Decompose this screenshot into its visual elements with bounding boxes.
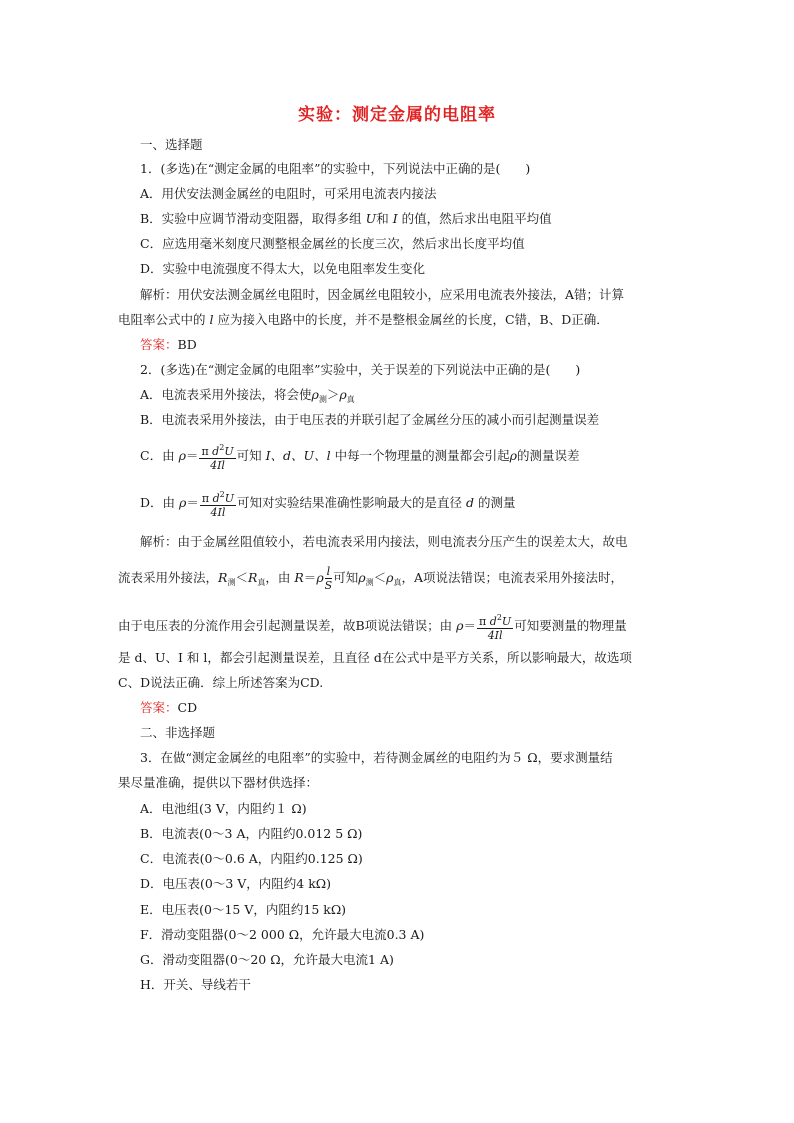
question-3-stem-line-1: 3．在做“测定金属丝的电阻率”的实验中，若待测金属丝的电阻约为５ Ω，要求测量结	[140, 750, 613, 765]
question-1-answer: 答案：BD	[140, 337, 197, 352]
question-1-explanation-line-1: 解析：用伏安法测金属丝电阻时，因金属丝电阻较小，应采用电流表外接法，A错；计算	[140, 287, 625, 302]
equipment-item: G．滑动变阻器(0～20 Ω，允许最大电流1 A)	[140, 952, 394, 967]
question-2-option-c: C．由 ρ＝ $\frac{\pi d^2U}{4Il}$ 可知 I、d、U、l 中每一个物理量的测量都会引起ρ的测量误差	[140, 443, 580, 472]
equipment-item: E．电压表(0～15 V，内阻约15 kΩ)	[140, 902, 347, 917]
section-heading-non-choice: 二、非选择题	[140, 725, 216, 740]
equipment-item: D．电压表(0～3 V，内阻约4 kΩ)	[140, 876, 332, 891]
question-2-stem: 2．(多选)在“测定金属的电阻率”实验中，关于误差的下列说法中正确的是( )	[140, 362, 581, 377]
question-1-stem: 1．(多选)在“测定金属的电阻率”的实验中，下列说法中正确的是( )	[140, 161, 531, 176]
question-1-option-a: A．用伏安法测金属丝的电阻时，可采用电流表内接法	[140, 186, 437, 201]
question-1-option-d: D．实验中电流强度不得太大，以免电阻率发生变化	[140, 261, 426, 276]
equipment-item: H．开关、导线若干	[140, 977, 251, 992]
page-title: 实验：测定金属的电阻率	[298, 105, 496, 125]
question-1-option-c: C．应选用毫米刻度尺测整根金属丝的长度三次，然后求出长度平均值	[140, 236, 525, 251]
resistivity-formula-fraction: $\frac{\pi d^2U}{4Il}$	[201, 490, 235, 519]
question-2-explanation-line-1: 解析：由于金属丝阻值较小，若电流表采用内接法，则电流表分压产生的误差太大，故电	[140, 534, 628, 549]
resistivity-formula-fraction: $\frac{\pi d^2U}{4Il}$	[201, 443, 234, 472]
question-2-explanation-line-2: 流表采用外接法，$R_测<R_真$，由 R＝ρ $\frac{l}{S}$ 可知$\rho_测<\rho_真$，A项说法错误；电流表采用外接法时，	[118, 565, 623, 592]
question-2-option-a: A．电流表采用外接法，将会使$\rho_测>\rho_真$	[140, 387, 355, 404]
question-2-option-b: B．电流表采用外接法，由于电压表的并联引起了金属丝分压的减小而引起测量误差	[140, 412, 600, 427]
question-2-explanation-line-3: 由于电压表的分流作用会引起测量误差，故B项说法错误；由 ρ＝ $\frac{\pi d^2U}{4Il}$ 可知要测量的物理量	[118, 613, 627, 642]
resistance-formula-fraction: $\frac{l}{S}$	[324, 565, 333, 592]
equipment-item: F．滑动变阻器(0～2 000 Ω，允许最大电流0.3 A)	[140, 927, 425, 942]
question-2-explanation-line-5: C、D说法正确．综上所述答案为CD.	[118, 675, 324, 690]
question-3-stem-line-2: 果尽量准确，提供以下器材供选择：	[118, 775, 319, 790]
equipment-item: B．电流表(0～3 A，内阻约0.012 5 Ω)	[140, 826, 363, 841]
question-1-explanation-line-2: 电阻率公式中的 l 应为接入电路中的长度，并不是整根金属丝的长度，C错，B、D正确．	[118, 312, 609, 327]
question-2-option-d: D．由 ρ＝ $\frac{\pi d^2U}{4Il}$ 可知对实验结果准确性影响最大的是直径 d 的测量	[140, 490, 516, 519]
question-2-explanation-line-4: 是 d、U、I 和 l，都会引起测量误差，且直径 d在公式中是平方关系，所以影响最大，故选项	[118, 650, 632, 665]
equipment-item: A．电池组(3 V，内阻约１ Ω)	[140, 801, 307, 816]
question-2-answer: 答案：CD	[140, 700, 198, 715]
equipment-item: C．电流表(0～0.6 A，内阻约0.125 Ω)	[140, 851, 363, 866]
resistivity-formula-fraction: $\frac{\pi d^2U}{4Il}$	[479, 613, 512, 642]
section-heading-choice: 一、选择题	[140, 137, 203, 152]
question-1-option-b: B．实验中应调节滑动变阻器，取得多组 U和 I 的值，然后求出电阻平均值	[140, 211, 552, 226]
